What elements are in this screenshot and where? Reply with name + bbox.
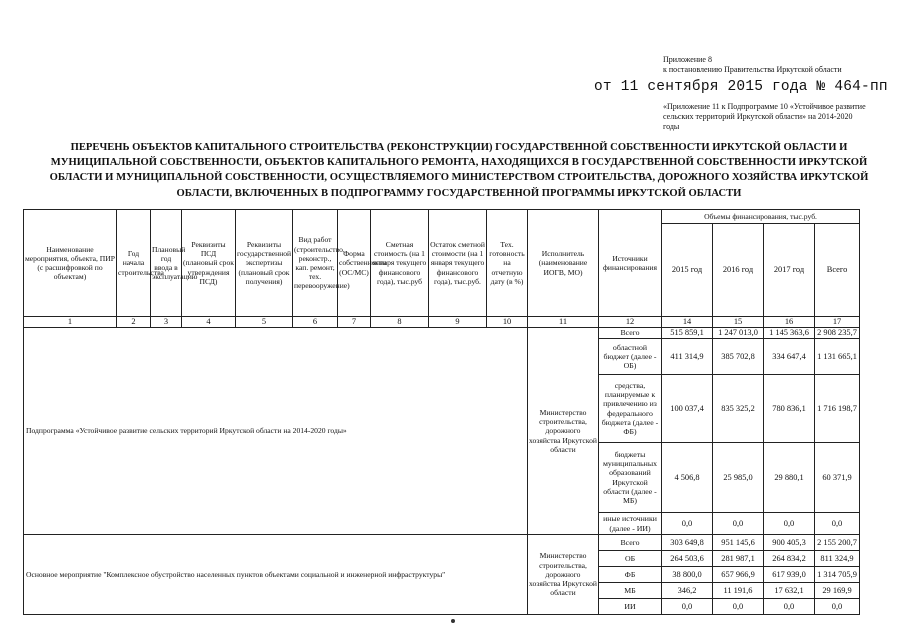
appendix-number: Приложение 8 (663, 55, 712, 64)
col-number: 1 (24, 317, 117, 328)
appendix-reference: «Приложение 11 к Подпрограмме 10 «Устойчивое развитие сельских территорий Иркутской области» на 2014-2020 годы (663, 102, 866, 131)
value-total: 1 314 705,9 (815, 567, 860, 583)
table-row (24, 328, 860, 339)
source-label: средства, планируемые к привлечению из федерального бюджета (далее - ФБ) (599, 375, 662, 443)
col-number: 6 (293, 317, 338, 328)
col-header-total: Всего (815, 224, 860, 317)
col-number: 9 (429, 317, 487, 328)
col-number: 14 (662, 317, 713, 328)
source-label: бюджеты муниципальных образований Иркутской области (далее - МБ) (599, 443, 662, 513)
value-2015: 0,0 (662, 599, 713, 615)
source-label: МБ (599, 583, 662, 599)
col-header-year-2015: 2015 год (662, 224, 713, 317)
subprogram-executor: Министерство строительства, дорожного хозяйства Иркутской области (528, 328, 599, 535)
value-2015: 346,2 (662, 583, 713, 599)
objects-table (23, 209, 860, 615)
value-2015: 264 503,6 (662, 551, 713, 567)
value-2016: 835 325,2 (713, 375, 764, 443)
col-number: 16 (764, 317, 815, 328)
col-header-year-2017: 2017 год (764, 224, 815, 317)
value-2016: 11 191,6 (713, 583, 764, 599)
value-2017: 1 145 363,6 (764, 328, 815, 339)
col-header-remaining-cost: Остаток сметной стоимости (на 1 января текущего финансового года), тыс.руб. (429, 210, 487, 317)
col-header-year-2016: 2016 год (713, 224, 764, 317)
value-2016: 25 985,0 (713, 443, 764, 513)
value-2015: 100 037,4 (662, 375, 713, 443)
value-2017: 17 632,1 (764, 583, 815, 599)
col-number: 10 (487, 317, 528, 328)
col-header-executor: Исполнитель (наименование ИОГВ, МО) (528, 210, 599, 317)
col-header-funding: Объемы финансирования, тыс.руб. (662, 210, 860, 224)
value-2015: 0,0 (662, 513, 713, 535)
main-activity-name: Основное мероприятие "Комплексное обустройство населенных пунктов объектами социальной и инженерной инфраструктуры" (24, 535, 528, 615)
source-label: ФБ (599, 567, 662, 583)
value-2016: 1 247 013,0 (713, 328, 764, 339)
col-number: 2 (117, 317, 151, 328)
col-number: 17 (815, 317, 860, 328)
value-2017: 264 834,2 (764, 551, 815, 567)
col-header-readiness: Тех. готовность на отчетную дату (в %) (487, 210, 528, 317)
value-2016: 0,0 (713, 599, 764, 615)
value-total: 29 169,9 (815, 583, 860, 599)
value-total: 1 131 665,1 (815, 339, 860, 375)
value-2017: 29 880,1 (764, 443, 815, 513)
col-header-start-year: Год начала строительства (117, 210, 151, 317)
main-activity-executor: Министерство строительства, дорожного хозяйства Иркутской области (528, 535, 599, 615)
table-row (24, 535, 860, 551)
value-2017: 0,0 (764, 513, 815, 535)
col-header-name: Наименование мероприятия, объекта, ПИР (с расшифровкой по объектам) (24, 210, 117, 317)
col-number: 8 (371, 317, 429, 328)
col-header-work-type: Вид работ (строительство, реконстр., кап. ремонт, тех. перевооружение) (293, 210, 338, 317)
value-total: 60 371,9 (815, 443, 860, 513)
value-2016: 385 702,8 (713, 339, 764, 375)
value-total: 0,0 (815, 513, 860, 535)
subprogram-name: Подпрограмма «Устойчивое развитие сельских территорий Иркутской области на 2014-2020 годы» (24, 328, 528, 535)
scan-dot-mark (451, 619, 455, 623)
document-title: ПЕРЕЧЕНЬ ОБЪЕКТОВ КАПИТАЛЬНОГО СТРОИТЕЛЬСТВА (РЕКОНСТРУКЦИИ) ГОСУДАРСТВЕННОЙ СОБСТВЕННОСТИ ИРКУТСКОЙ ОБЛАСТИ И МУНИЦИПАЛЬНОЙ СОБСТВЕННОСТИ, ОБЪЕКТОВ КАПИТАЛЬНОГО РЕМОНТА, НАХОДЯЩИХСЯ В ГОСУДАРСТВЕННОЙ СОБСТВЕННОСТИ ИРКУТСКОЙ ОБЛАСТИ И МУНИЦИПАЛЬНОЙ СОБСТВЕННОСТИ, ОСУЩЕСТВЛЯЕМОГО МИНИСТЕРСТВОМ СТРОИТЕЛЬСТВА, ДОРОЖНОГО ХОЗЯЙСТВА ИРКУТСКОЙ ОБЛАСТИ, ВКЛЮЧЕННЫХ В ПОДПРОГРАММУ ГОСУДАРСТВЕННОЙ ПРОГРАММЫ ИРКУТСКОЙ ОБЛАСТИ (49, 142, 869, 199)
value-2017: 780 836,1 (764, 375, 815, 443)
source-label: ИИ (599, 599, 662, 615)
column-numbers-row (24, 317, 860, 328)
col-number: 15 (713, 317, 764, 328)
source-label: иные источники (далее - ИИ) (599, 513, 662, 535)
value-2017: 334 647,4 (764, 339, 815, 375)
source-label: Всего (599, 328, 662, 339)
source-label: Всего (599, 535, 662, 551)
value-2015: 411 314,9 (662, 339, 713, 375)
value-2015: 515 859,1 (662, 328, 713, 339)
col-number: 3 (151, 317, 182, 328)
appendix-resolution: к постановлению Правительства Иркутской области (663, 65, 842, 74)
value-2016: 0,0 (713, 513, 764, 535)
value-2016: 951 145,6 (713, 535, 764, 551)
value-total: 0,0 (815, 599, 860, 615)
value-2015: 4 506,8 (662, 443, 713, 513)
col-header-ownership: Форма собственности (ОС/МС) (338, 210, 371, 317)
col-header-expertise: Реквизиты государственной экспертизы (плановый срок получения) (236, 210, 293, 317)
value-2015: 38 800,0 (662, 567, 713, 583)
value-2017: 0,0 (764, 599, 815, 615)
col-number: 4 (182, 317, 236, 328)
col-number: 11 (528, 317, 599, 328)
value-total: 2 155 200,7 (815, 535, 860, 551)
col-number: 7 (338, 317, 371, 328)
value-total: 811 324,9 (815, 551, 860, 567)
value-total: 1 716 198,7 (815, 375, 860, 443)
value-total: 2 908 235,7 (815, 328, 860, 339)
value-2016: 281 987,1 (713, 551, 764, 567)
resolution-date: от 11 сентября 2015 года № 464-пп (594, 79, 888, 95)
value-2015: 303 649,8 (662, 535, 713, 551)
col-number: 5 (236, 317, 293, 328)
value-2017: 617 939,0 (764, 567, 815, 583)
source-label: областной бюджет (далее - ОБ) (599, 339, 662, 375)
value-2016: 657 966,9 (713, 567, 764, 583)
col-header-psd: Реквизиты ПСД (плановый срок утверждения ПСД) (182, 210, 236, 317)
col-header-estimated-cost: Сметная стоимость (на 1 января текущего финансового года), тыс.руб (371, 210, 429, 317)
source-label: ОБ (599, 551, 662, 567)
col-header-commission-year: Плановый год ввода в эксплуатацию (151, 210, 182, 317)
col-header-sources: Источники финансирования (599, 210, 662, 317)
value-2017: 900 405,3 (764, 535, 815, 551)
col-number: 12 (599, 317, 662, 328)
